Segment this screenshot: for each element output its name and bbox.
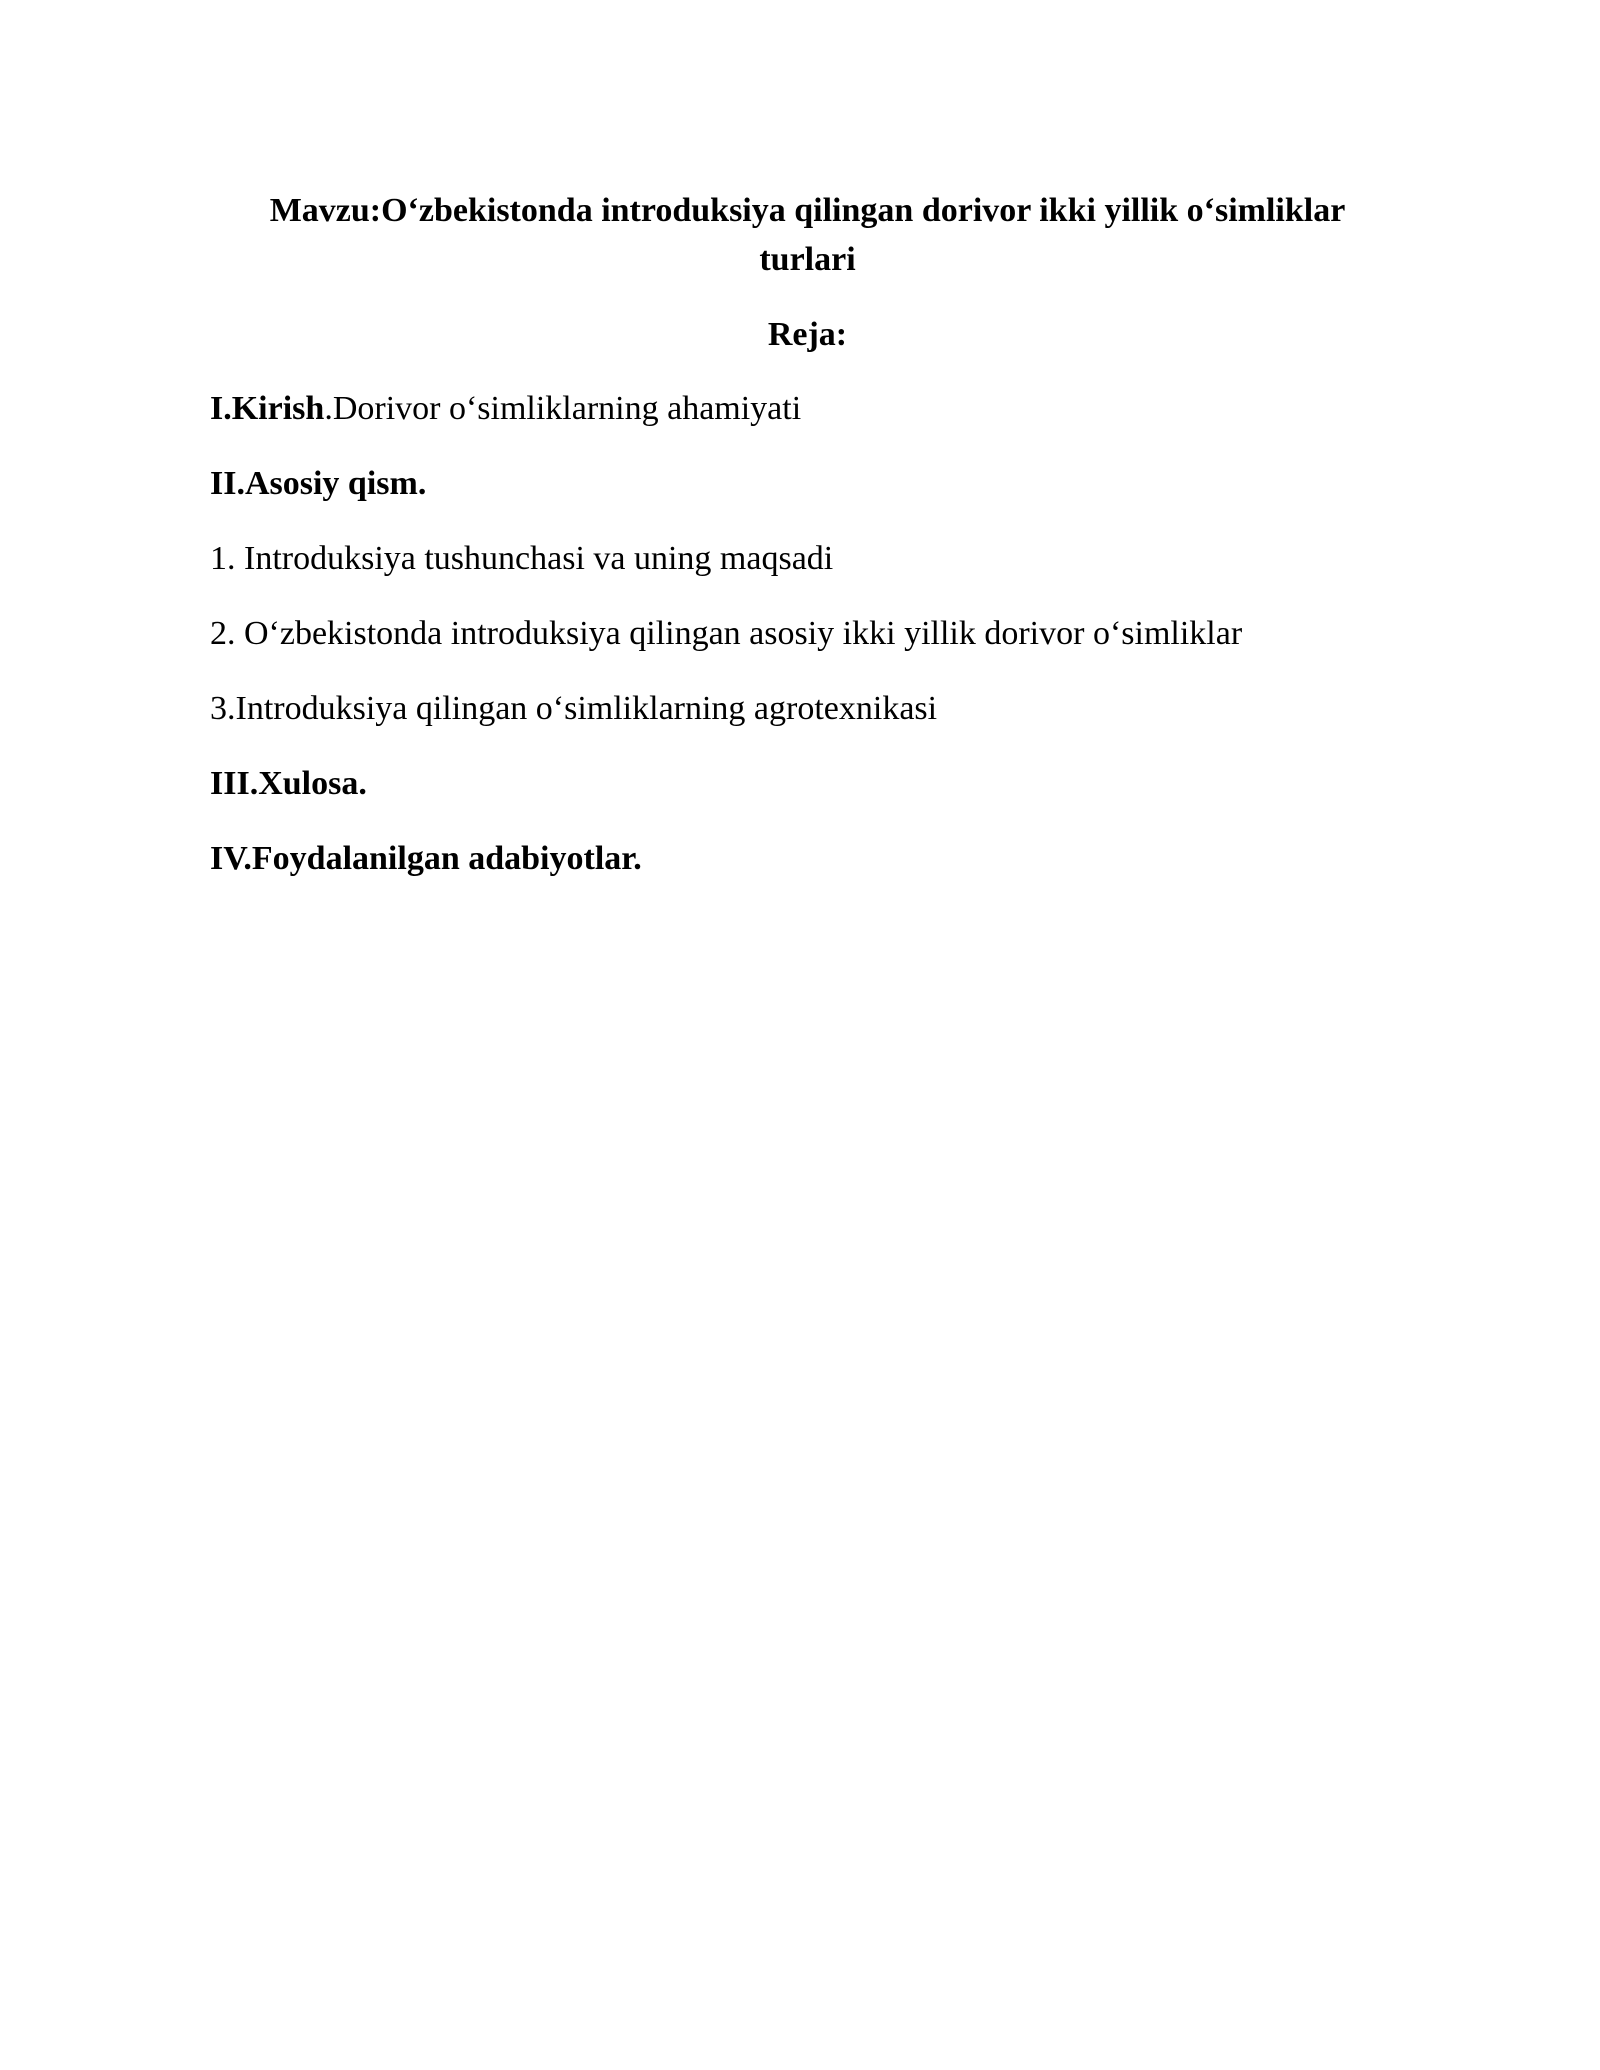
plan-heading: Reja:: [767, 316, 848, 353]
plan-item-conclusion: III.Xulosa.: [210, 765, 367, 802]
plan-item-references: IV.Foydalanilgan adabiyotlar.: [210, 840, 642, 877]
title-line-2: turlari: [759, 241, 856, 278]
title-line-1: Mavzu:O‘zbekistonda introduksiya qilingan dorivor ikki yillik o‘simliklar: [269, 192, 1346, 229]
intro-text: .Dorivor o‘simliklarning ahamiyati: [324, 390, 802, 427]
plan-item-intro: [210, 384, 801, 433]
plan-subitem-1: 1. Introduksiya tushunchasi va uning maqsadi: [210, 540, 834, 577]
plan-item-main-part: II.Asosiy qism.: [210, 465, 427, 502]
intro-label: I.Kirish: [210, 390, 325, 427]
plan-subitem-3: 3.Introduksiya qilingan o‘simliklarning agrotexnikasi: [210, 690, 938, 727]
document-title: [200, 186, 1415, 284]
plan-subitem-2: 2. O‘zbekistonda introduksiya qilingan asosiy ikki yillik dorivor o‘simliklar: [210, 615, 1243, 652]
